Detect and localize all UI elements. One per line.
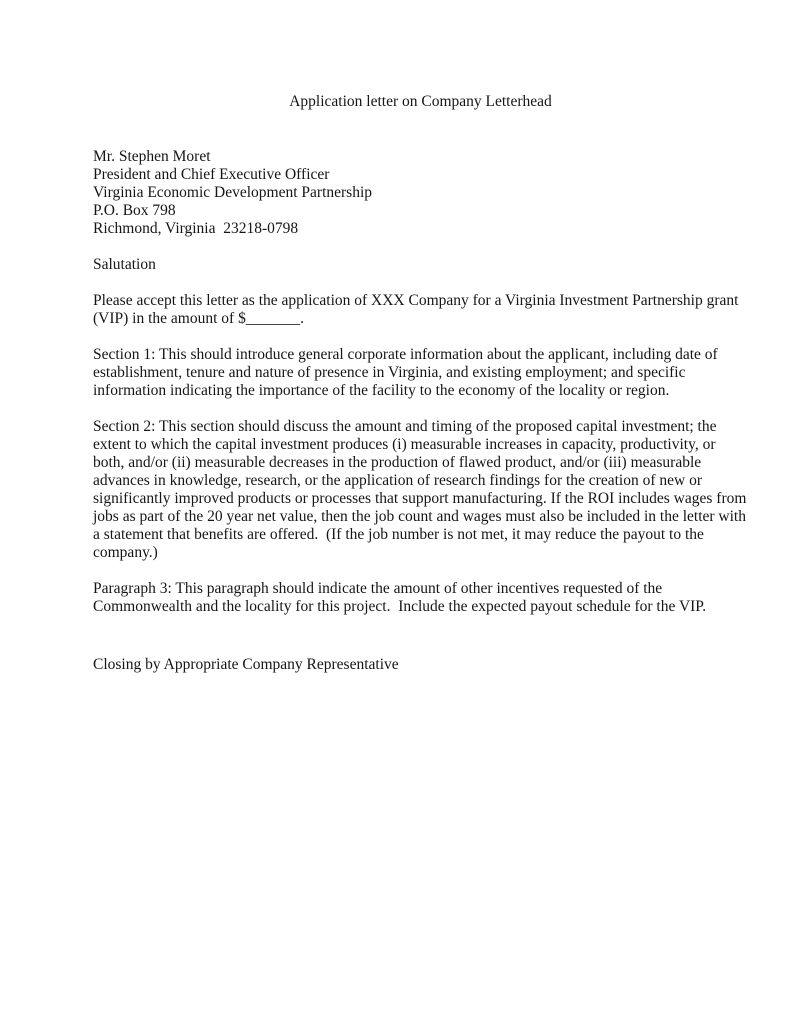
recipient-po-box: P.O. Box 798: [93, 202, 176, 219]
salutation-line: Salutation: [93, 256, 156, 273]
opening-paragraph: Please accept this letter as the application of XXX Company for a Virginia Investment Partnership grant (VIP) in the amount of $_______.: [93, 292, 743, 327]
recipient-city-state-zip: Richmond, Virginia 23218-0798: [93, 220, 299, 237]
paragraph-3: Paragraph 3: This paragraph should indicate the amount of other incentives requested of the Commonwealth and the locality for this project. Include the expected payout schedule for the VIP.: [93, 580, 707, 615]
document-title: Application letter on Company Letterhead: [289, 93, 552, 110]
recipient-name: Mr. Stephen Moret: [93, 148, 211, 165]
section-1-paragraph: Section 1: This should introduce general corporate information about the applicant, including date of establishment, tenure and nature of presence in Virginia, and existing employment; and specific information indicating the importance of the facility to the economy of the locality or region.: [93, 346, 722, 399]
closing-line: Closing by Appropriate Company Representative: [93, 656, 399, 673]
recipient-organization: Virginia Economic Development Partnership: [93, 184, 373, 201]
recipient-address-block: [93, 148, 748, 238]
section-2-paragraph: Section 2: This section should discuss the amount and timing of the proposed capital investment; the extent to which the capital investment produces (i) measurable increases in capacity, productivity, or both, and/or (ii) measurable decreases in the production of flawed product, and/or (iii) measurable advances in knowledge, research, or the application of research findings for the creation of new or significantly improved products or processes that support manufacturing. If the ROI includes wages from jobs as part of the 20 year net value, then the job count and wages must also be included in the letter with a statement that benefits are offered. (If the job number is not met, it may reduce the payout to the company.): [93, 418, 751, 561]
letter-content: [93, 93, 751, 674]
recipient-job-title: President and Chief Executive Officer: [93, 166, 330, 183]
